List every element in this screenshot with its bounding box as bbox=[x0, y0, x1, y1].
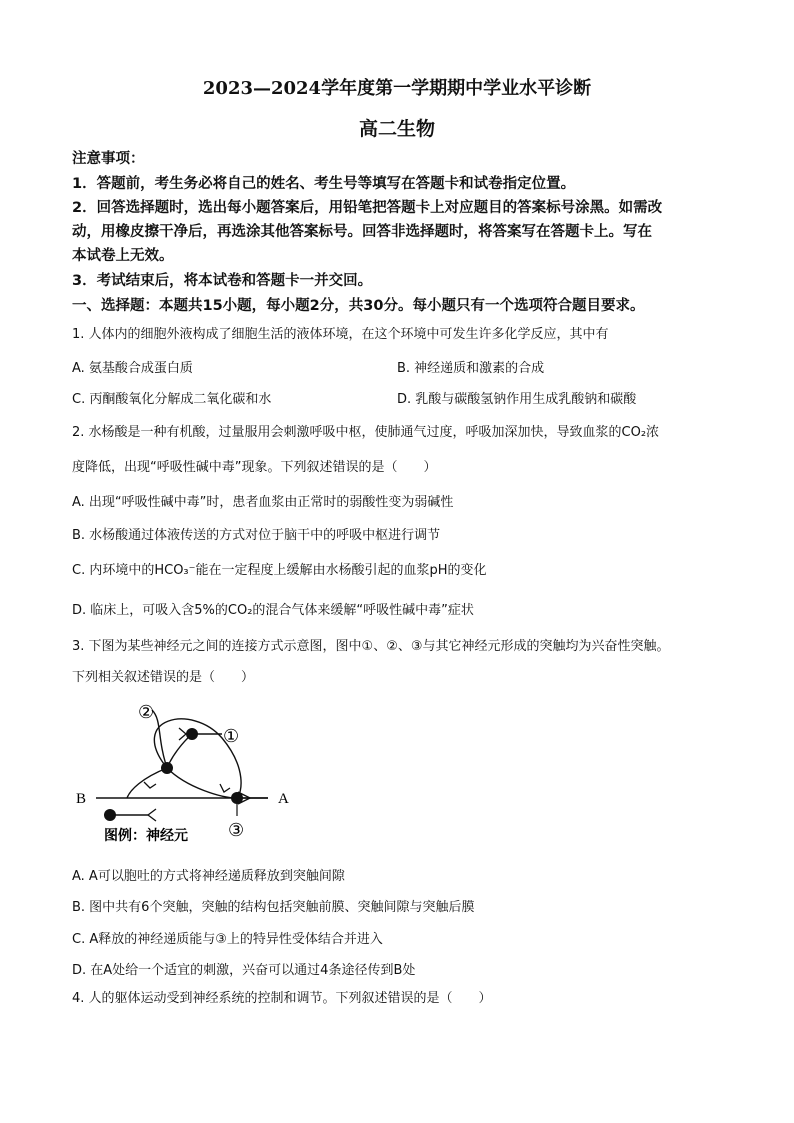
q3-option-b: B. 图中共有6个突触，突触的结构包括突触前膜、突触间隙与突触后膜 bbox=[72, 900, 475, 915]
exam-subject: 高二生物 bbox=[358, 118, 435, 140]
q3-option-d: D. 在A处给一个适宜的刺激，兴奋可以通过4条途径传到B处 bbox=[72, 963, 416, 978]
neuron-connection-diagram bbox=[72, 698, 312, 848]
q2-option-c: C. 内环境中的HCO₃⁻能在一定程度上缓解由水杨酸引起的血浆pH的变化 bbox=[72, 563, 487, 578]
note-3: 3．考试结束后，将本试卷和答题卡一并交回。 bbox=[72, 273, 373, 289]
q2-option-b: B. 水杨酸通过体液传送的方式对位于脑干中的呼吸中枢进行调节 bbox=[72, 528, 441, 543]
label-a: A bbox=[278, 791, 289, 807]
note-2-line-3: 本试卷上无效。 bbox=[72, 248, 174, 264]
q1-option-c: C. 丙酮酸氧化分解成二氧化碳和水 bbox=[72, 392, 272, 407]
q1-option-b: B. 神经递质和激素的合成 bbox=[397, 361, 545, 376]
notes-heading: 注意事项： bbox=[72, 151, 145, 167]
q3-option-c: C. A释放的神经递质能与③上的特异性受体结合并进入 bbox=[72, 932, 383, 947]
q2-option-a: A. 出现“呼吸性碱中毒”时，患者血浆由正常时的弱酸性变为弱碱性 bbox=[72, 495, 454, 510]
q2-stem-line-2: 度降低，出现“呼吸性碱中毒”现象。下列叙述错误的是（ ） bbox=[72, 460, 437, 475]
legend-neuron-body bbox=[104, 809, 116, 821]
q1-option-a: A. 氨基酸合成蛋白质 bbox=[72, 361, 193, 376]
note-2-line-1: 2．回答选择题时，选出每小题答案后，用铅笔把答题卡上对应题目的答案标号涂黑。如需改 bbox=[72, 200, 663, 216]
q3-stem-line-2: 下列相关叙述错误的是（ ） bbox=[72, 670, 255, 685]
q2-option-d: D. 临床上，可吸入含5%的CO₂的混合气体来缓解“呼吸性碱中毒”症状 bbox=[72, 603, 474, 618]
q1-option-d: D. 乳酸与碳酸氢钠作用生成乳酸钠和碳酸 bbox=[397, 392, 637, 407]
label-2: ② bbox=[138, 702, 155, 722]
q1-stem: 1. 人体内的细胞外液构成了细胞生活的液体环境，在这个环境中可发生许多化学反应，其中有 bbox=[72, 327, 609, 342]
label-3: ③ bbox=[228, 820, 245, 840]
q2-stem-line-1: 2. 水杨酸是一种有机酸，过量服用会刺激呼吸中枢，使肺通气过度，呼吸加深加快，导致血浆的CO₂浓 bbox=[72, 425, 660, 440]
neuron-1-body bbox=[186, 728, 198, 740]
legend-synapse-mark bbox=[148, 809, 156, 821]
synapse-mark bbox=[220, 784, 230, 792]
neuron-2-body bbox=[161, 762, 173, 774]
label-1: ① bbox=[223, 726, 240, 746]
q4-stem: 4. 人的躯体运动受到神经系统的控制和调节。下列叙述错误的是（ ） bbox=[72, 991, 492, 1006]
synapse-mark bbox=[144, 782, 156, 788]
loop-fiber-inner bbox=[167, 768, 237, 798]
label-b: B bbox=[76, 791, 87, 807]
q3-option-a: A. A可以胞吐的方式将神经递质释放到突触间隙 bbox=[72, 869, 345, 884]
section-heading: 一、选择题：本题共15小题，每小题2分，共30分。每小题只有一个选项符合题目要求。 bbox=[72, 298, 645, 314]
note-1: 1．答题前，考生务必将自己的姓名、考生号等填写在答题卡和试卷指定位置。 bbox=[72, 176, 576, 192]
legend-label: 图例：神经元 bbox=[104, 829, 188, 844]
loop-fiber-lower bbox=[127, 768, 167, 798]
synapse-mark bbox=[179, 728, 186, 740]
exam-title: 2023—2024学年度第一学期期中学业水平诊断 bbox=[202, 78, 592, 99]
q3-stem-line-1: 3. 下图为某些神经元之间的连接方式示意图，图中①、②、③与其它神经元形成的突触均为兴奋性突触。 bbox=[72, 639, 670, 654]
note-2-line-2: 动，用橡皮擦干净后，再选涂其他答案标号。回答非选择题时，将答案写在答题卡上。写在 bbox=[72, 224, 652, 240]
